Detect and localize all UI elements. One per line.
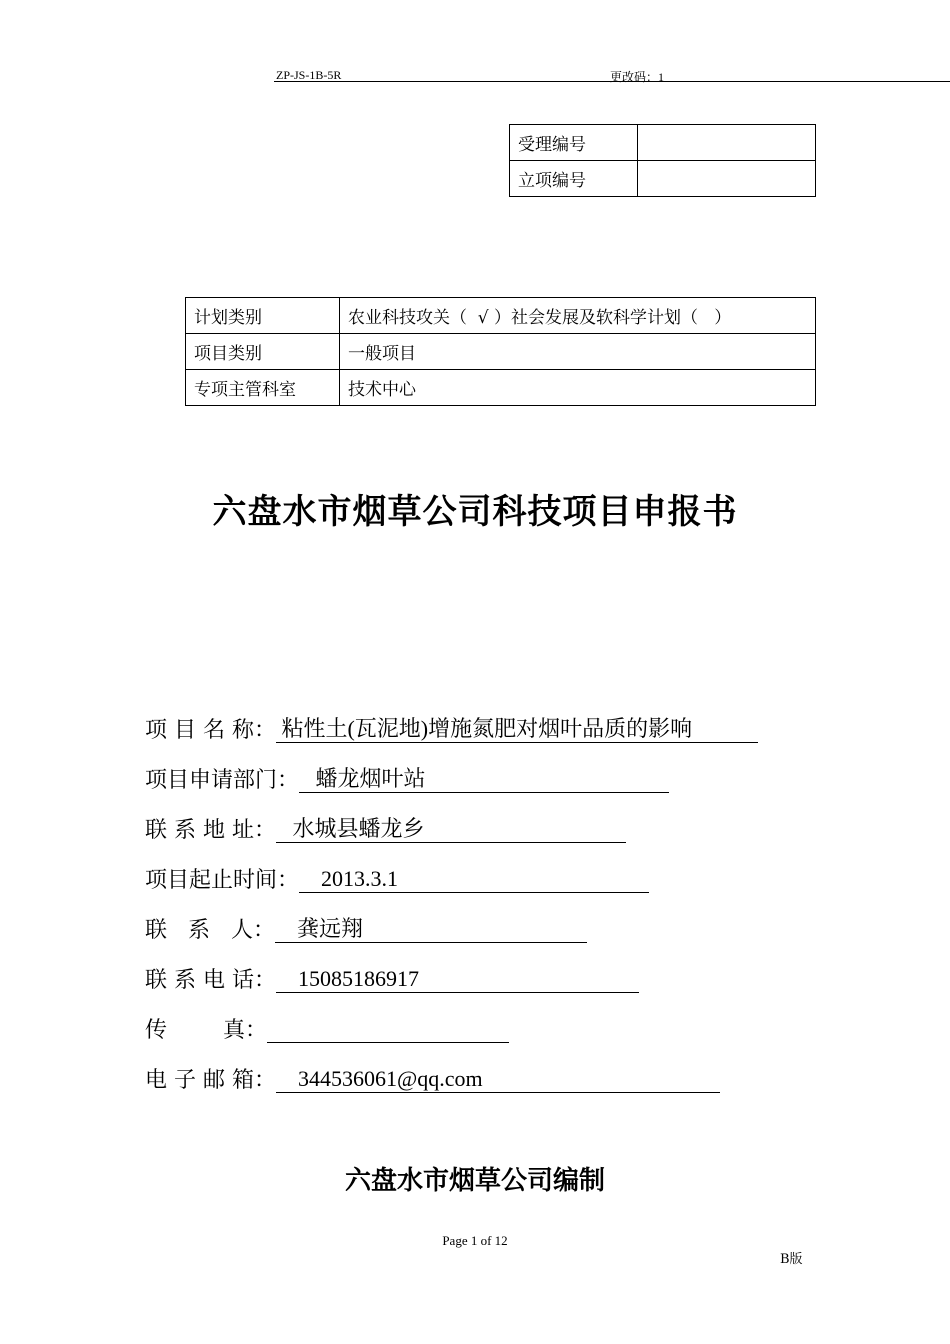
document-code: ZP-JS-1B-5R bbox=[276, 68, 342, 82]
address-value: 水城县蟠龙乡 bbox=[276, 816, 626, 843]
project-number-label: 立项编号 bbox=[510, 161, 638, 197]
acceptance-number-value[interactable] bbox=[638, 125, 816, 161]
project-name-label: 项 目 名 称： bbox=[145, 718, 276, 743]
acceptance-number-label: 受理编号 bbox=[510, 125, 638, 161]
department-value: 蟠龙烟叶站 bbox=[299, 766, 669, 793]
managing-office-label: 专项主管科室 bbox=[186, 370, 340, 406]
project-period-label: 项目起止时间： bbox=[145, 868, 300, 893]
document-title: 六盘水市烟草公司科技项目申报书 bbox=[212, 492, 738, 532]
fax-field bbox=[145, 1016, 509, 1046]
email-value: 344536061@qq.com bbox=[276, 1066, 720, 1093]
plan-category-value: 农业科技攻关（ √ ）社会发展及软科学计划（ ） bbox=[340, 298, 816, 334]
contact-person-field bbox=[145, 916, 587, 946]
contact-person-label: 联 系 人： bbox=[145, 918, 275, 943]
revision-code: 更改码：1 bbox=[610, 70, 665, 84]
phone-field bbox=[145, 966, 639, 996]
project-name-value: 粘性土(瓦泥地)增施氮肥对烟叶品质的影响 bbox=[276, 716, 758, 743]
fax-label: 传 真： bbox=[145, 1018, 267, 1043]
compiled-by: 六盘水市烟草公司编制 bbox=[344, 1166, 605, 1196]
project-category-value: 一般项目 bbox=[340, 334, 816, 370]
address-field bbox=[145, 816, 626, 846]
header-rule bbox=[274, 81, 950, 82]
registration-table bbox=[509, 124, 816, 197]
project-name-field bbox=[145, 716, 758, 746]
edition-label: B版 bbox=[780, 1252, 803, 1267]
fax-value bbox=[267, 1016, 509, 1043]
project-number-value[interactable] bbox=[638, 161, 816, 197]
table-row bbox=[510, 161, 816, 197]
category-table bbox=[185, 297, 816, 406]
department-field bbox=[145, 766, 669, 796]
email-label: 电 子 邮 箱： bbox=[145, 1068, 276, 1093]
table-row bbox=[186, 334, 816, 370]
department-label: 项目申请部门： bbox=[145, 768, 300, 793]
email-field bbox=[145, 1066, 720, 1096]
table-row bbox=[510, 125, 816, 161]
contact-person-value: 龚远翔 bbox=[275, 916, 587, 943]
table-row bbox=[186, 370, 816, 406]
address-label: 联 系 地 址： bbox=[145, 818, 276, 843]
page-number: Page 1 of 12 bbox=[442, 1233, 508, 1248]
phone-value: 15085186917 bbox=[276, 966, 639, 993]
managing-office-value: 技术中心 bbox=[340, 370, 816, 406]
project-category-label: 项目类别 bbox=[186, 334, 340, 370]
phone-label: 联 系 电 话： bbox=[145, 968, 276, 993]
table-row bbox=[186, 298, 816, 334]
plan-category-label: 计划类别 bbox=[186, 298, 340, 334]
project-period-value: 2013.3.1 bbox=[299, 866, 649, 893]
project-period-field bbox=[145, 866, 649, 896]
